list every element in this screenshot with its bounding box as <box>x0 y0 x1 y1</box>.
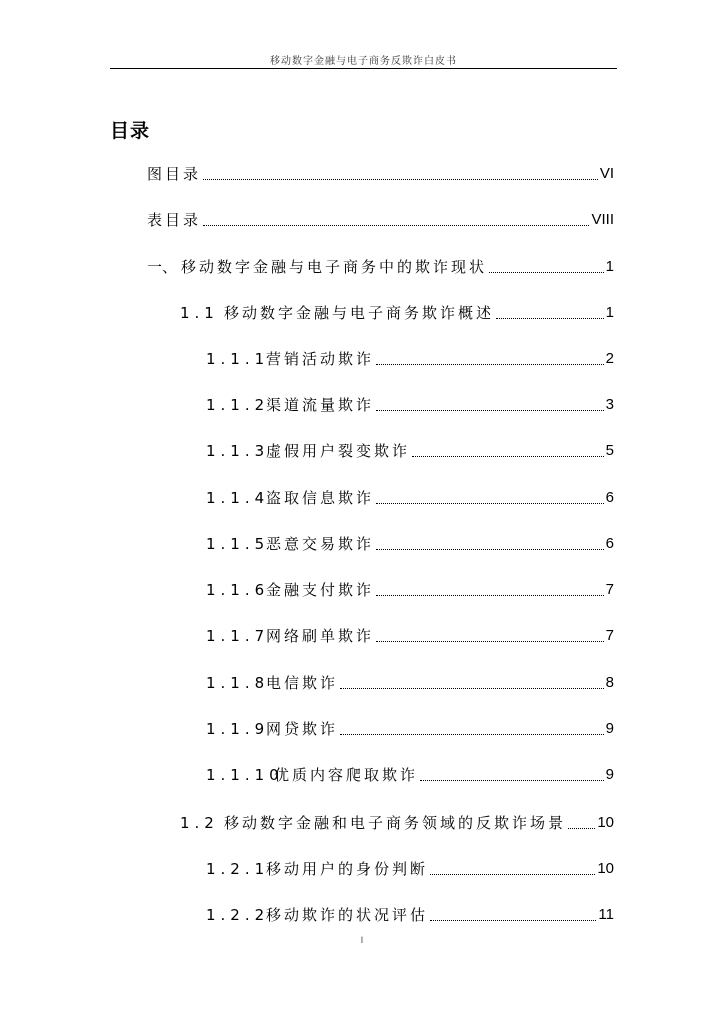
toc-entry-1-1-10[interactable] <box>206 763 614 785</box>
toc-entry-label: 移动数字金融和电子商务领域的反欺诈场景 <box>224 814 567 832</box>
toc-entry-page: 7 <box>605 627 614 644</box>
toc-entry-page: 1 <box>605 258 614 275</box>
toc-dot-leader <box>420 780 604 781</box>
toc-entry-number: 1.1.4 <box>206 489 270 507</box>
toc-entry-1-1-6[interactable] <box>206 578 614 600</box>
toc-entry-label: 图目录 <box>147 165 202 183</box>
toc-entry-label: 移动欺诈的状况评估 <box>266 906 429 924</box>
toc-entry-page: 11 <box>598 906 614 923</box>
toc-dot-leader <box>376 641 604 642</box>
toc-entry-label: 优质内容爬取欺诈 <box>274 766 419 784</box>
toc-entry-page: 3 <box>605 396 614 413</box>
toc-entry-number: 1.1.8 <box>206 674 270 692</box>
toc-entry-1-2[interactable] <box>180 811 614 833</box>
toc-entry-number: 1.1.1 <box>206 350 270 368</box>
toc-entry-page: 7 <box>605 581 614 598</box>
toc-entry-page: 1 <box>605 304 614 321</box>
toc-entry-label: 盗取信息欺诈 <box>266 489 375 507</box>
toc-entry-label: 金融支付欺诈 <box>266 581 375 599</box>
toc-entry-label: 网络刷单欺诈 <box>266 627 375 645</box>
toc-entry-label: 恶意交易欺诈 <box>266 535 375 553</box>
toc-entry-number: 1.2.1 <box>206 860 270 878</box>
toc-dot-leader <box>496 318 604 319</box>
toc-dot-leader <box>376 595 604 596</box>
toc-dot-leader <box>489 272 604 273</box>
toc-entry-page: 6 <box>605 535 614 552</box>
toc-dot-leader <box>430 874 595 875</box>
toc-entry-1-1-1[interactable] <box>206 347 614 369</box>
toc-entry-tables[interactable] <box>147 208 614 230</box>
toc-entry-number: 1.1.2 <box>206 396 270 414</box>
toc-dot-leader <box>376 549 604 550</box>
toc-entry-page: 2 <box>605 350 614 367</box>
toc-entry-label: 营销活动欺诈 <box>266 350 375 368</box>
toc-entry-label: 表目录 <box>147 211 202 229</box>
toc-entry-number: 1.2 <box>180 814 219 832</box>
toc-entry-label: 虚假用户裂变欺诈 <box>266 442 411 460</box>
toc-entry-chapter-1[interactable] <box>147 255 614 277</box>
toc-entry-number: 1.1.3 <box>206 442 270 460</box>
toc-entry-1-1-8[interactable] <box>206 671 614 693</box>
toc-dot-leader <box>376 410 604 411</box>
toc-dot-leader <box>568 828 595 829</box>
toc-dot-leader <box>376 364 604 365</box>
toc-entry-number: 1.1 <box>180 304 219 322</box>
toc-dot-leader <box>376 503 604 504</box>
toc-dot-leader <box>412 456 604 457</box>
page-number: I <box>360 936 364 946</box>
toc-entry-1-1-5[interactable] <box>206 532 614 554</box>
toc-entry-number: 1.1.7 <box>206 627 270 645</box>
header-rule <box>110 68 617 69</box>
toc-entry-figures[interactable] <box>147 162 614 184</box>
toc-entry-page: 10 <box>597 860 614 877</box>
toc-entry-label: 网贷欺诈 <box>266 720 339 738</box>
toc-entry-page: VIII <box>591 211 614 228</box>
toc-entry-page: 8 <box>605 674 614 691</box>
toc-entry-label: 电信欺诈 <box>266 674 339 692</box>
toc-entry-number: 一、 <box>147 258 178 276</box>
toc-entry-1-1-2[interactable] <box>206 393 614 415</box>
toc-entry-label: 移动用户的身份判断 <box>266 860 429 878</box>
toc-entry-1-1-9[interactable] <box>206 717 614 739</box>
toc-entry-page: 10 <box>597 814 614 831</box>
toc-entry-page: 9 <box>605 766 614 783</box>
toc-dot-leader <box>340 688 604 689</box>
toc-entry-number: 1.1.6 <box>206 581 270 599</box>
toc-title: 目录 <box>110 120 151 142</box>
toc-entry-number: 1.1.5 <box>206 535 270 553</box>
toc-entry-page: 5 <box>605 442 614 459</box>
toc-dot-leader <box>430 920 596 921</box>
toc-entry-page: 9 <box>605 720 614 737</box>
toc-entry-1-1-4[interactable] <box>206 486 614 508</box>
toc-entry-number: 1.1.10 <box>206 766 284 784</box>
toc-entry-1-1[interactable] <box>180 301 614 323</box>
toc-entry-label: 移动数字金融与电子商务中的欺诈现状 <box>181 258 488 276</box>
toc-entry-page: 6 <box>605 489 614 506</box>
toc-entry-1-1-7[interactable] <box>206 624 614 646</box>
toc-entry-label: 渠道流量欺诈 <box>266 396 375 414</box>
toc-entry-number: 1.1.9 <box>206 720 270 738</box>
toc-dot-leader <box>340 734 604 735</box>
toc-dot-leader <box>203 225 589 226</box>
toc-entry-1-2-1[interactable] <box>206 857 614 879</box>
toc-entry-1-1-3[interactable] <box>206 439 614 461</box>
toc-dot-leader <box>203 179 598 180</box>
toc-entry-1-2-2[interactable] <box>206 903 614 925</box>
toc-entry-number: 1.2.2 <box>206 906 270 924</box>
toc-entry-page: VI <box>599 165 614 182</box>
running-header: 移动数字金融与电子商务反欺诈白皮书 <box>270 56 457 67</box>
toc-entry-label: 移动数字金融与电子商务欺诈概述 <box>224 304 495 322</box>
